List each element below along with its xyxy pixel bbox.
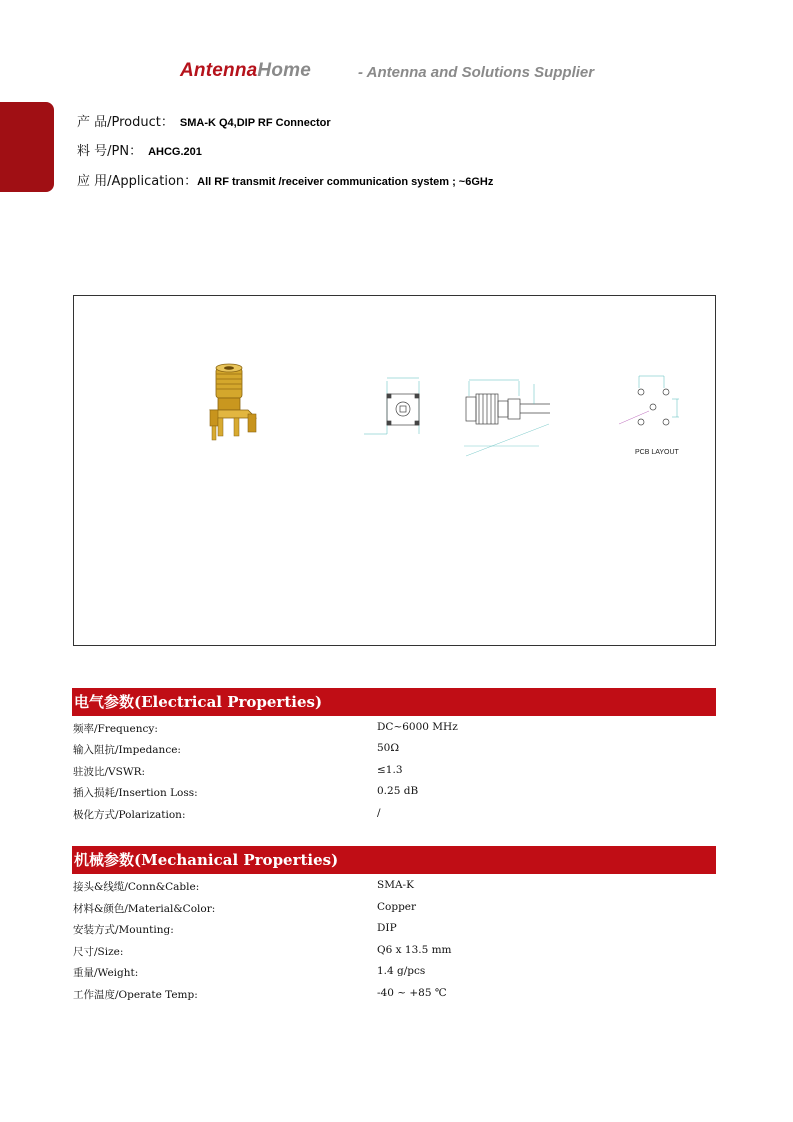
table-row bbox=[73, 942, 713, 962]
prop-value: 1.4 g/pcs bbox=[377, 965, 426, 977]
logo-text-home: Home bbox=[257, 60, 311, 81]
prop-key: 输入阻抗/Impedance: bbox=[73, 744, 181, 756]
prop-value: 50Ω bbox=[377, 742, 400, 754]
prop-value: Copper bbox=[377, 901, 417, 913]
prop-key: 插入损耗/Insertion Loss: bbox=[73, 787, 198, 799]
prop-key: 驻波比/VSWR: bbox=[73, 766, 146, 778]
prop-value: 0.25 dB bbox=[377, 785, 419, 797]
prop-value: DC~6000 MHz bbox=[377, 721, 458, 733]
table-row bbox=[73, 783, 713, 803]
product-label: 产 品/Product： bbox=[77, 115, 174, 130]
table-row bbox=[73, 805, 713, 825]
pn-value: AHCG.201 bbox=[148, 146, 202, 158]
prop-value: / bbox=[377, 807, 381, 819]
application-label: 应 用/Application： bbox=[77, 174, 198, 189]
prop-value: -40 ~ +85 ℃ bbox=[377, 987, 447, 999]
table-row bbox=[73, 877, 713, 897]
table-row bbox=[73, 740, 713, 760]
prop-key: 接头&线缆/Conn&Cable: bbox=[73, 881, 200, 893]
connector-photo bbox=[210, 364, 256, 440]
table-row bbox=[73, 719, 713, 739]
prop-key: 材料&颜色/Material&Color: bbox=[73, 903, 216, 915]
table-row bbox=[73, 963, 713, 983]
application-value: All RF transmit /receiver communication system ; ~6GHz bbox=[197, 176, 494, 188]
pcb-layout-label: PCB LAYOUT bbox=[635, 449, 679, 456]
application-row bbox=[77, 170, 493, 189]
mechanical-section-header: 机械参数(Mechanical Properties) bbox=[72, 846, 716, 874]
table-row bbox=[73, 762, 713, 782]
side-red-tab bbox=[0, 102, 54, 192]
company-logo bbox=[180, 60, 311, 82]
table-row bbox=[73, 985, 713, 1005]
prop-key: 安装方式/Mounting: bbox=[73, 924, 174, 936]
electrical-section-header: 电气参数(Electrical Properties) bbox=[72, 688, 716, 716]
product-value: SMA-K Q4,DIP RF Connector bbox=[179, 117, 331, 129]
product-row bbox=[77, 111, 331, 130]
prop-key: 尺寸/Size: bbox=[73, 946, 124, 958]
tagline: - Antenna and Solutions Supplier bbox=[358, 64, 595, 81]
prop-value: SMA-K bbox=[377, 879, 414, 891]
side-view-drawing bbox=[464, 380, 550, 456]
pcb-layout-drawing bbox=[619, 376, 679, 425]
pn-row bbox=[77, 140, 202, 159]
prop-value: ≤1.3 bbox=[377, 764, 403, 776]
table-row bbox=[73, 920, 713, 940]
logo-text-antenna: Antenna bbox=[180, 60, 258, 81]
front-view-drawing bbox=[364, 378, 419, 434]
table-row bbox=[73, 899, 713, 919]
prop-key: 重量/Weight: bbox=[73, 967, 139, 979]
prop-key: 频率/Frequency: bbox=[73, 723, 158, 735]
prop-key: 极化方式/Polarization: bbox=[73, 809, 186, 821]
prop-key: 工作温度/Operate Temp: bbox=[73, 989, 198, 1001]
product-figure-box bbox=[73, 295, 716, 646]
product-drawings bbox=[74, 296, 715, 645]
prop-value: DIP bbox=[377, 922, 397, 934]
prop-value: Q6 x 13.5 mm bbox=[377, 944, 452, 956]
pn-label: 料 号/PN： bbox=[77, 144, 143, 159]
